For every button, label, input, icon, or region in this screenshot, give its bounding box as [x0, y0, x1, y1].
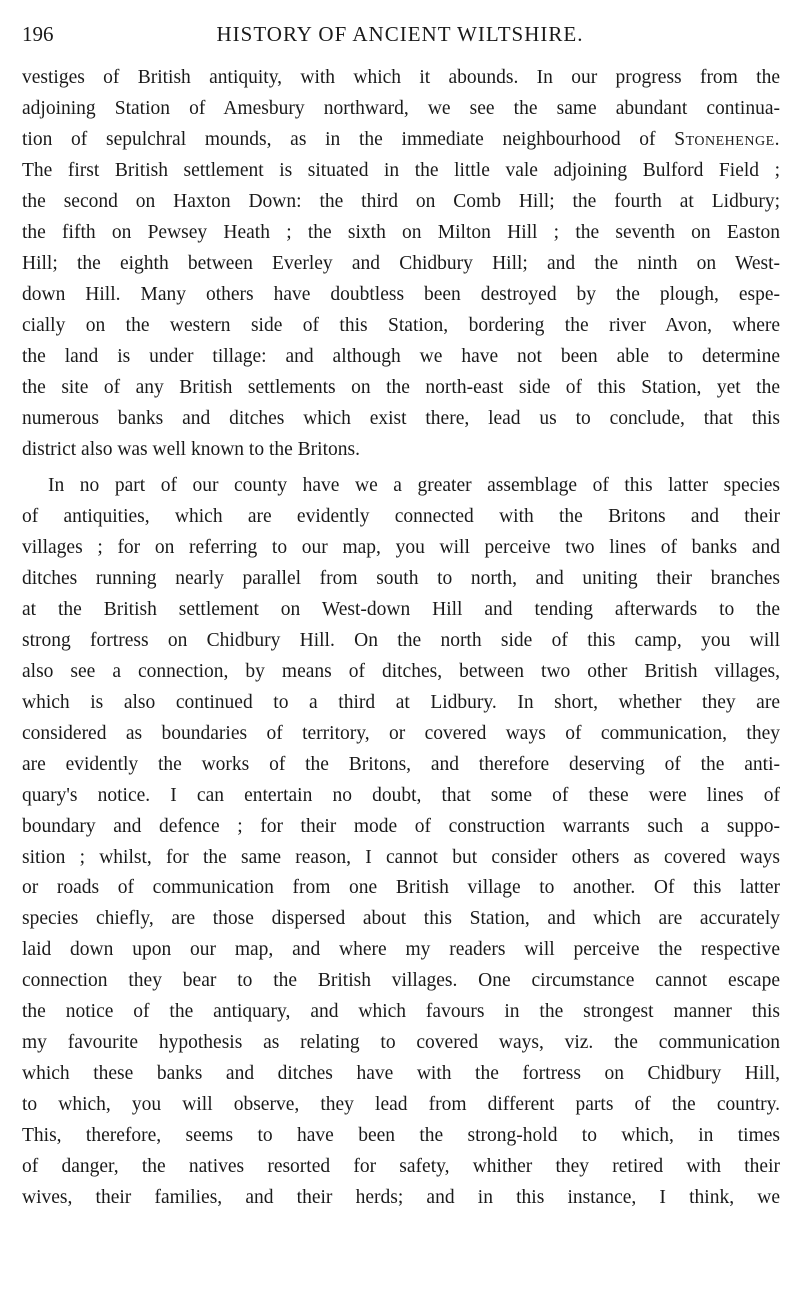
text-line: considered as boundaries of territory, or covered ways of communication, they [22, 722, 780, 744]
text-line: sition ; whilst, for the same reason, I cannot but consider others as covered ways [22, 846, 780, 868]
text-line: This, therefore, seems to have been the strong-hold to which, in times [22, 1125, 780, 1147]
text-line: down Hill. Many others have doubtless been destroyed by the plough, espe- [22, 283, 780, 305]
text-line: at the British settlement on West-down Hill and tending afterwards to the [22, 598, 780, 620]
text-line: quary's notice. I can entertain no doubt, that some of these were lines of [22, 784, 780, 806]
text-line: which is also continued to a third at Lidbury. In short, whether they are [22, 691, 780, 713]
text-line: also see a connection, by means of ditches, between two other British villages, [22, 660, 780, 682]
text-line: which these banks and ditches have with the fortress on Chidbury Hill, [22, 1063, 780, 1085]
text-line: species chiefly, are those dispersed about this Station, and which are accurately [22, 908, 780, 930]
text-line: wives, their families, and their herds; and in this instance, I think, we [22, 1187, 780, 1209]
text-line: district also was well known to the Britons. [22, 438, 360, 460]
text-line: of antiquities, which are evidently connected with the Britons and their [22, 505, 780, 527]
text-line: In no part of our county have we a greater assemblage of this latter species [48, 475, 780, 496]
text-line: Hill; the eighth between Everley and Chidbury Hill; and the ninth on West- [22, 252, 780, 274]
text-line: adjoining Station of Amesbury northward, we see the same abundant continua- [22, 97, 780, 119]
text-line: the notice of the antiquary, and which favours in the strongest manner this [22, 1001, 780, 1023]
text-line: numerous banks and ditches which exist there, lead us to conclude, that this [22, 407, 780, 429]
text-line: laid down upon our map, and where my readers will perceive the respective [22, 939, 780, 961]
text-line: my favourite hypothesis as relating to covered ways, viz. the communication [22, 1032, 780, 1054]
text-line: boundary and defence ; for their mode of construction warrants such a suppo- [22, 815, 780, 837]
text-line: The first British settlement is situated in the little vale adjoining Bulford Field ; [22, 159, 780, 181]
page-number: 196 [22, 22, 54, 46]
text-line: vestiges of British antiquity, with which it abounds. In our progress from the [22, 67, 780, 88]
text-line: the site of any British settlements on the north-east side of this Station, yet the [22, 376, 780, 398]
text-line [22, 124, 780, 155]
text-segment: tion of sepulchral mounds, as in the immediate neighbourhood of [22, 128, 675, 150]
text-line: are evidently the works of the Britons, and therefore deserving of the anti- [22, 753, 780, 775]
text-line: villages ; for on referring to our map, you will perceive two lines of banks and [22, 536, 780, 558]
text-line: the land is under tillage: and although we have not been able to determine [22, 345, 780, 367]
text-line: to which, you will observe, they lead from different parts of the country. [22, 1094, 780, 1116]
text-line: or roads of communication from one British village to another. Of this latter [22, 877, 780, 899]
text-line: the fifth on Pewsey Heath ; the sixth on Milton Hill ; the seventh on Easton [22, 221, 780, 243]
text-line: cially on the western side of this Station, bordering the river Avon, where [22, 314, 780, 336]
running-title: HISTORY OF ANCIENT WILTSHIRE. [216, 22, 584, 46]
small-caps-term: Stonehenge. [674, 128, 780, 150]
text-line: connection they bear to the British villages. One circumstance cannot escape [22, 970, 780, 992]
text-line: ditches running nearly parallel from south to north, and uniting their branches [22, 567, 780, 589]
text-line: the second on Haxton Down: the third on Comb Hill; the fourth at Lidbury; [22, 190, 780, 212]
text-line: of danger, the natives resorted for safety, whither they retired with their [22, 1156, 780, 1178]
text-line: strong fortress on Chidbury Hill. On the north side of this camp, you will [22, 629, 780, 651]
